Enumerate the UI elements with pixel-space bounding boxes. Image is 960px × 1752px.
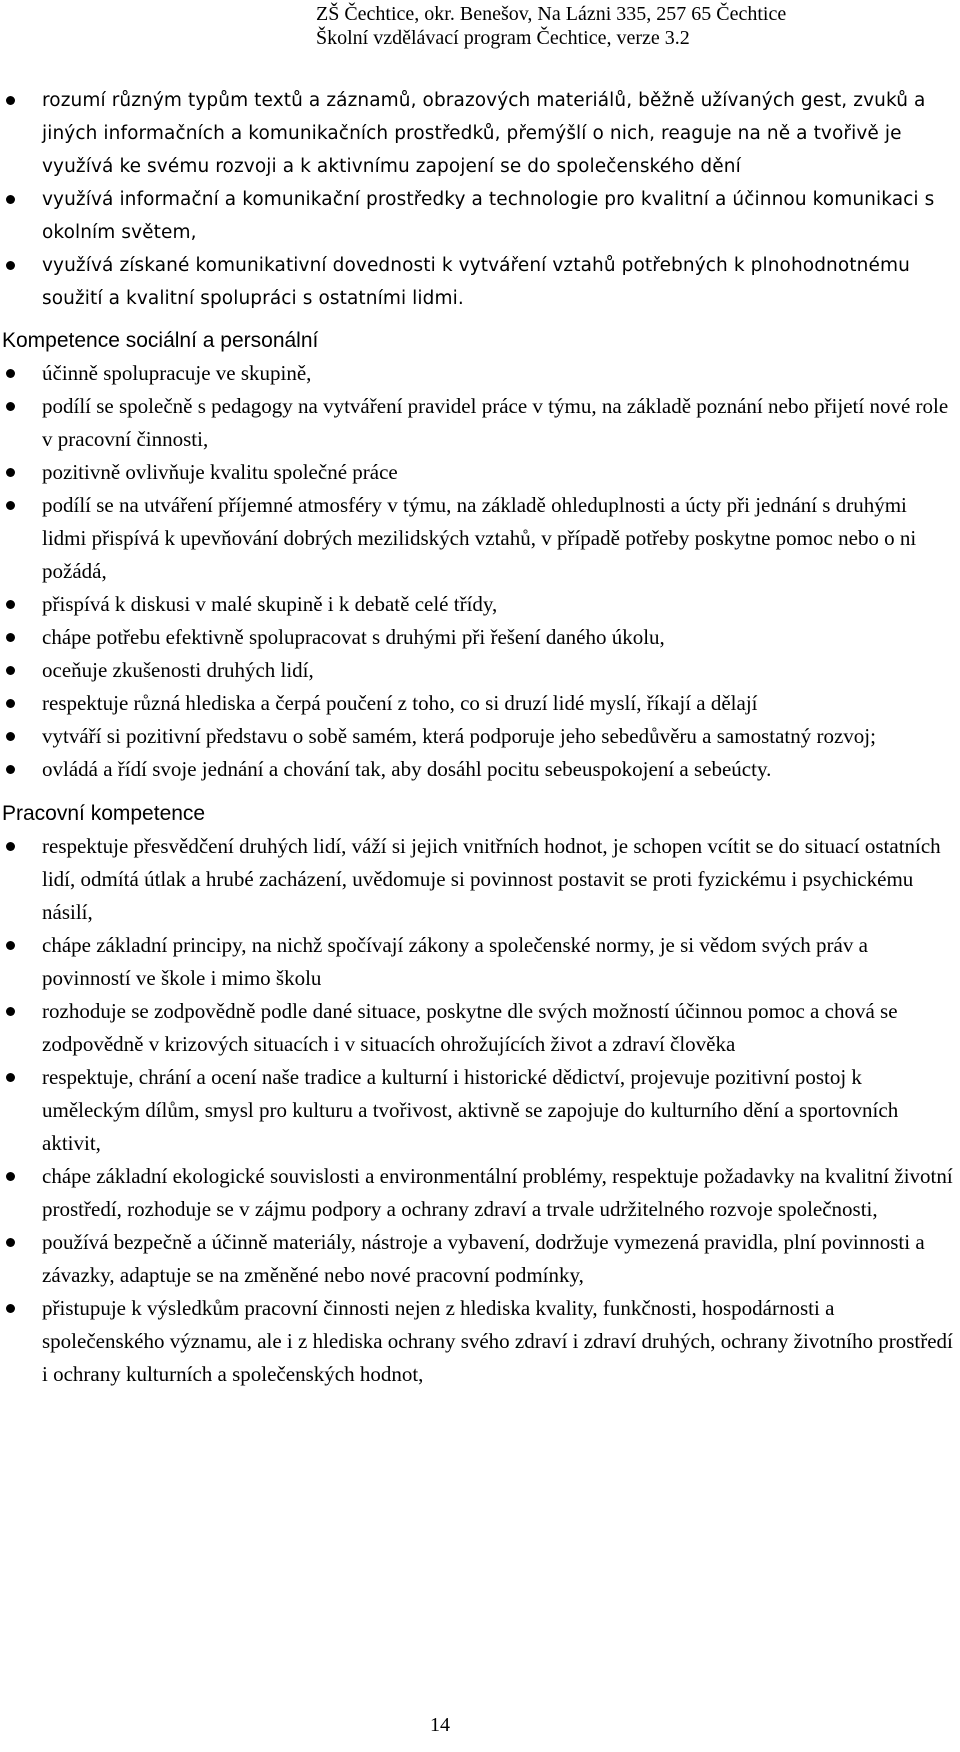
list-item: rozhoduje se zodpovědně podle dané situace, poskytne dle svých možností účinnou pomoc a chová se zodpovědně v krizových situacích i v situacích ohrožujících život a zdraví člověka	[0, 995, 960, 1061]
list-item: chápe základní principy, na nichž spočívají zákony a společenské normy, je si vědom svých práv a povinností ve škole i mimo školu	[0, 929, 960, 995]
bullet-icon	[6, 600, 15, 609]
document-content	[0, 84, 960, 1391]
bullet-icon	[6, 941, 15, 950]
list-item: ovládá a řídí svoje jednání a chování tak, aby dosáhl pocitu sebeuspokojení a sebeúcty.	[0, 753, 960, 786]
list-item: oceňuje zkušenosti druhých lidí,	[0, 654, 960, 687]
list-item: používá bezpečně a účinně materiály, nástroje a vybavení, dodržuje vymezená pravidla, plní povinnosti a závazky, adaptuje se na změněné nebo nové pracovní podmínky,	[0, 1226, 960, 1292]
list-item: účinně spolupracuje ve skupině,	[0, 357, 960, 390]
bullet-icon	[6, 633, 15, 642]
bullet-icon	[6, 468, 15, 477]
header-school-address: ZŠ Čechtice, okr. Benešov, Na Lázni 335, 257 65 Čechtice	[316, 3, 787, 25]
bullet-icon	[6, 699, 15, 708]
bullet-icon	[6, 1007, 15, 1016]
list-item: podílí se na utváření příjemné atmosféry v týmu, na základě ohleduplnosti a úcty při jednání s druhými lidmi přispívá k upevňování dobrých mezilidských vztahů, v případě potřeby poskytne pomoc nebo o ni požádá,	[0, 489, 960, 588]
bullet-icon	[6, 369, 15, 378]
bullet-icon	[6, 96, 15, 105]
communication-competence-list	[0, 84, 960, 315]
bullet-icon	[6, 1172, 15, 1181]
work-competence-list	[0, 830, 960, 1391]
list-item: rozumí různým typům textů a záznamů, obrazových materiálů, běžně užívaných gest, zvuků a jiných informačních a komunikačních prostředků, přemýšlí o nich, reaguje na ně a tvořivě je využívá ke svému rozvoji a k aktivnímu zapojení se do společenského dění	[0, 84, 960, 183]
list-item: vytváří si pozitivní představu o sobě samém, která podporuje jeho sebedůvěru a samostatný rozvoj;	[0, 720, 960, 753]
list-item: přispívá k diskusi v malé skupině i k debatě celé třídy,	[0, 588, 960, 621]
list-item: respektuje, chrání a ocení naše tradice a kulturní i historické dědictví, projevuje pozitivní postoj k uměleckým dílům, smysl pro kulturu a tvořivost, aktivně se zapojuje do kulturního dění a sportovních aktivit,	[0, 1061, 960, 1160]
bullet-icon	[6, 732, 15, 741]
bullet-icon	[6, 666, 15, 675]
bullet-icon	[6, 195, 15, 204]
list-item: pozitivně ovlivňuje kvalitu společné práce	[0, 456, 960, 489]
bullet-icon	[6, 842, 15, 851]
list-item: respektuje různá hlediska a čerpá poučení z toho, co si druzí lidé myslí, říkají a dělají	[0, 687, 960, 720]
social-competence-list	[0, 357, 960, 786]
bullet-icon	[6, 261, 15, 270]
list-item: respektuje přesvědčení druhých lidí, váží si jejich vnitřních hodnot, je schopen vcítit se do situací ostatních lidí, odmítá útlak a hrubé zacházení, uvědomuje si povinnost postavit se proti fyzickému i psychickému násilí,	[0, 830, 960, 929]
page-header	[0, 2, 960, 50]
header-program-version: Školní vzdělávací program Čechtice, verze 3.2	[316, 27, 690, 49]
bullet-icon	[6, 1073, 15, 1082]
list-item: chápe potřebu efektivně spolupracovat s druhými při řešení daného úkolu,	[0, 621, 960, 654]
section-heading-social: Kompetence sociální a personální	[2, 329, 319, 352]
list-item: využívá informační a komunikační prostředky a technologie pro kvalitní a účinnou komunikaci s okolním světem,	[0, 183, 960, 249]
page-number: 14	[430, 1714, 450, 1736]
list-item: přistupuje k výsledkům pracovní činnosti nejen z hlediska kvality, funkčnosti, hospodárnosti a společenského významu, ale i z hlediska ochrany svého zdraví i zdraví druhých, ochrany životního prostředí i ochrany kulturních a společenských hodnot,	[0, 1292, 960, 1391]
bullet-icon	[6, 501, 15, 510]
bullet-icon	[6, 1238, 15, 1247]
section-heading-work: Pracovní kompetence	[2, 802, 206, 825]
list-item: využívá získané komunikativní dovednosti k vytváření vztahů potřebných k plnohodnotnému soužití a kvalitní spolupráci s ostatními lidmi.	[0, 249, 960, 315]
bullet-icon	[6, 765, 15, 774]
bullet-icon	[6, 402, 15, 411]
list-item: podílí se společně s pedagogy na vytváření pravidel práce v týmu, na základě poznání nebo přijetí nové role v pracovní činnosti,	[0, 390, 960, 456]
list-item: chápe základní ekologické souvislosti a environmentální problémy, respektuje požadavky na kvalitní životní prostředí, rozhoduje se v zájmu podpory a ochrany zdraví a trvale udržitelného rozvoje společnosti,	[0, 1160, 960, 1226]
bullet-icon	[6, 1304, 15, 1313]
